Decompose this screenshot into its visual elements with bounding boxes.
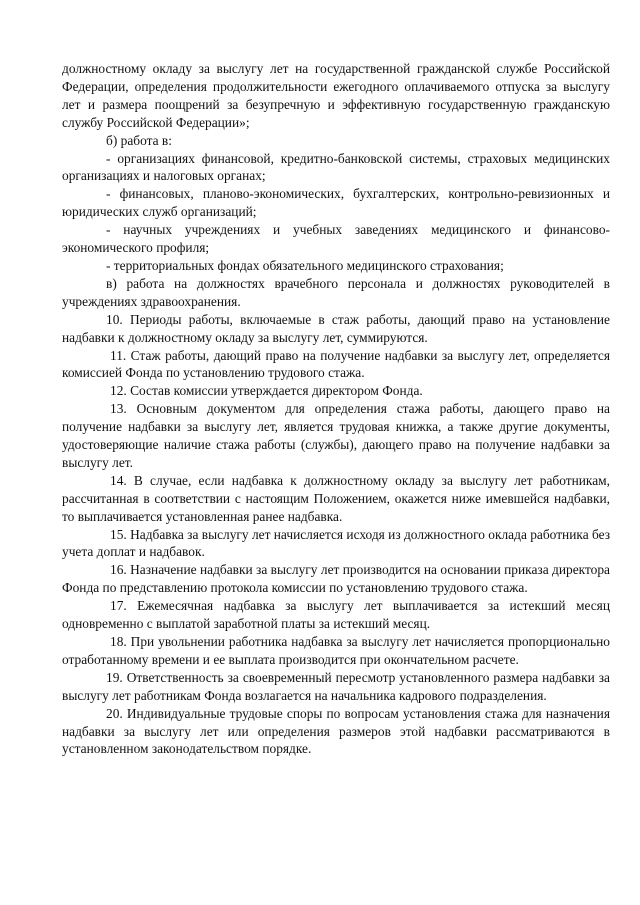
paragraph-continuation: должностному окладу за выслугу лет на государственной гражданской службе Российской Федерации, определения продолжительности ежегодного оплачиваемого отпуска за выслугу лет и размера поощрений за безупречную и эффективную государственную гражданскую службу Российской Федерации»; [62, 61, 610, 130]
clause-12: 12. Состав комиссии утверждается директором Фонда. [110, 383, 423, 399]
paragraph-item-v: в) работа на должностях врачебного персонала и должностях руководителей в учреждениях здравоохранения. [62, 275, 610, 309]
clause-14: 14. В случае, если надбавка к должностному окладу за выслугу лет работникам, рассчитанная в соответствии с настоящим Положением, окажется ниже имевшейся надбавки, то выплачивается установленная ранее надбавка. [62, 472, 610, 524]
clause-15: 15. Надбавка за выслугу лет начисляется исходя из должностного оклада работника без учета доплат и надбавок. [62, 526, 611, 560]
clause-13: 13. Основным документом для определения стажа работы, дающего право на получение надбавки за выслугу лет, является трудовая книжка, а также другие документы, удостоверяющие наличие стажа работы (службы), дающего право на получение надбавки за выслугу лет. [62, 401, 610, 470]
list-item-finance-organizations: - организациях финансовой, кредитно-банковской системы, страховых медицинских организациях и налоговых органах; [62, 150, 610, 184]
paragraph-item-b: б) работа в: [106, 132, 172, 148]
list-item-economic-services: - финансовых, планово-экономических, бухгалтерских, контрольно-ревизионных и юридических служб организаций; [62, 186, 610, 220]
clause-19: 19. Ответственность за своевременный пересмотр установленного размера надбавки за выслугу лет работникам Фонда возлагается на начальника кадрового подразделения. [62, 669, 610, 703]
clause-10: 10. Периоды работы, включаемые в стаж работы, дающий право на установление надбавки к должностному окладу за выслугу лет, суммируются. [62, 311, 610, 345]
clause-16: 16. Назначение надбавки за выслугу лет производится на основании приказа директора Фонда по представлению протокола комиссии по установлению трудового стажа. [62, 562, 610, 596]
clause-18: 18. При увольнении работника надбавка за выслугу лет начисляется пропорционально отработанному времени и ее выплата производится при окончательном расчете. [62, 634, 610, 667]
clause-17: 17. Ежемесячная надбавка за выслугу лет выплачивается за истекший месяц одновременно с выплатой заработной платы за истекший месяц. [62, 598, 610, 632]
clause-20: 20. Индивидуальные трудовые споры по вопросам установления стажа для назначения надбавки за выслугу лет или определения размеров этой надбавки рассматриваются в установленном законодательством порядке. [62, 705, 610, 757]
clause-11: 11. Стаж работы, дающий право на получение надбавки за выслугу лет, определяется комиссией Фонда по установлению трудового стажа. [62, 347, 610, 381]
list-item-scientific-institutions: - научных учреждениях и учебных заведениях медицинского и финансово-экономического профиля; [62, 222, 610, 256]
list-item-territorial-funds: - территориальных фондах обязательного медицинского страхования; [106, 257, 504, 273]
document-page [62, 60, 610, 758]
